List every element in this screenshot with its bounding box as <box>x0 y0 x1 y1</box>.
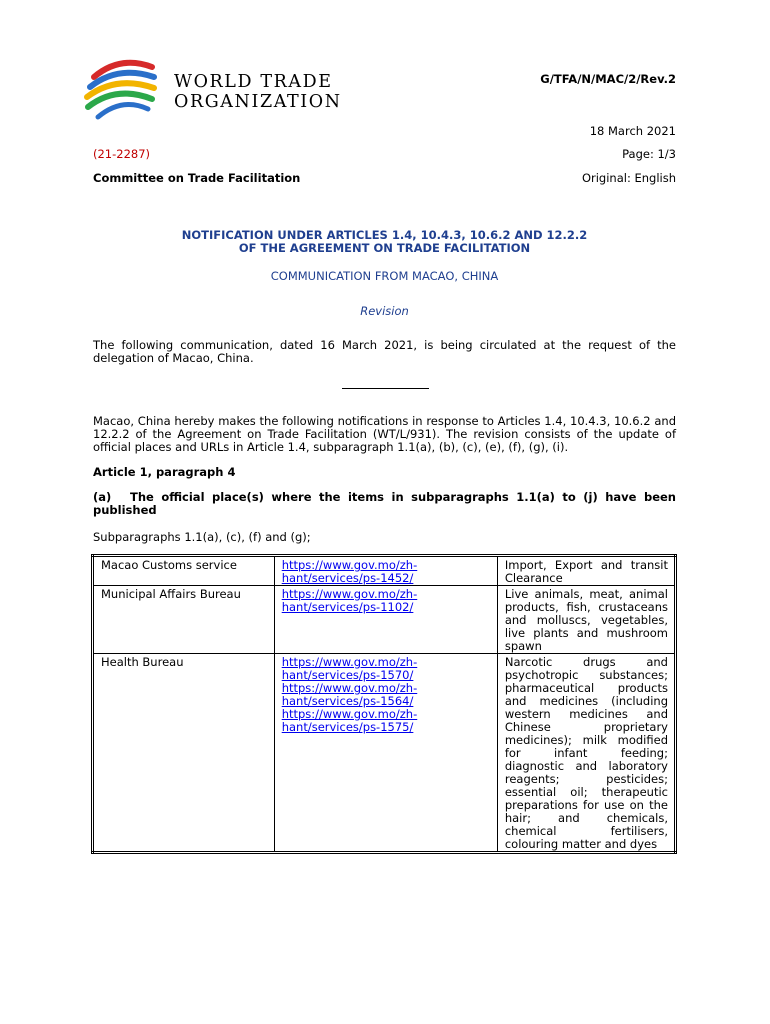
document-date: 18 March 2021 <box>589 124 676 138</box>
original-language: Original: English <box>581 171 676 185</box>
table-row <box>93 556 676 586</box>
wto-logo <box>82 57 342 127</box>
communication-heading: COMMUNICATION FROM MACAO, CHINA <box>270 269 499 283</box>
service-link[interactable]: https://www.gov.mo/zh- hant/services/ps-1570/ <box>281 655 418 682</box>
job-number: (21-2287) <box>93 147 151 161</box>
subparagraph-text: The official place(s) where the items in subparagraphs 1.1(a) to (j) have been published <box>93 490 676 517</box>
separator-rule <box>342 388 429 389</box>
revision-label: Revision <box>360 304 409 318</box>
service-link[interactable]: https://www.gov.mo/zh- hant/services/ps-1564/ <box>281 681 418 708</box>
wto-emblem-icon <box>82 57 162 127</box>
items-cell: Import, Export and transit Clearance <box>497 556 675 586</box>
page-number: Page: 1/3 <box>622 147 676 161</box>
agency-cell: Macao Customs service <box>93 556 275 586</box>
service-link[interactable]: https://www.gov.mo/zh- hant/services/ps-1102/ <box>281 587 418 614</box>
publication-table <box>91 554 677 854</box>
service-link[interactable]: https://www.gov.mo/zh- hant/services/ps-1575/ <box>281 707 418 734</box>
items-cell: Narcotic drugs and psychotropic substances; pharmaceutical products and medicines (including western medicines and Chinese proprietary medicines); milk modified for infant feeding; diagnostic and laboratory reagents; pesticides; essential oil; therapeutic preparations for use on the hair; and chemicals, chemical fertilisers, colouring matter and dyes <box>497 654 675 853</box>
body-paragraph: Macao, China hereby makes the following notifications in response to Articles 1.4, 10.4.3, 10.6.2 and 12.2.2 of the Agreement on Trade Facilitation (WT/L/931). The revision consists of the update of official places and URLs in Article 1.4, subparagraph 1.1(a), (b), (c), (e), (f), (g), (i). <box>93 414 676 454</box>
table-row <box>93 654 676 853</box>
url-cell <box>274 654 497 853</box>
subparagraphs-line: Subparagraphs 1.1(a), (c), (f) and (g); <box>93 530 311 544</box>
agency-cell: Municipal Affairs Bureau <box>93 586 275 654</box>
agency-cell: Health Bureau <box>93 654 275 853</box>
intro-paragraph: The following communication, dated 16 March 2021, is being circulated at the request of the delegation of Macao, China. <box>93 338 676 365</box>
document-symbol: G/TFA/N/MAC/2/Rev.2 <box>540 72 676 86</box>
committee-name: Committee on Trade Facilitation <box>93 171 301 185</box>
document-title <box>93 229 676 255</box>
subparagraph-a-heading <box>93 491 676 517</box>
article-heading: Article 1, paragraph 4 <box>93 465 236 479</box>
org-name-line1: WORLD TRADE <box>174 72 333 92</box>
table-row <box>93 586 676 654</box>
org-name-line2: ORGANIZATION <box>174 92 342 112</box>
title-line2: OF THE AGREEMENT ON TRADE FACILITATION <box>238 241 531 255</box>
items-cell: Live animals, meat, animal products, fish, crustaceans and molluscs, vegetables, live plants and mushroom spawn <box>497 586 675 654</box>
url-cell <box>274 556 497 586</box>
title-line1: NOTIFICATION UNDER ARTICLES 1.4, 10.4.3, 10.6.2 AND 12.2.2 <box>181 228 588 242</box>
subparagraph-label: (a) <box>93 490 112 504</box>
service-link[interactable]: https://www.gov.mo/zh- hant/services/ps-1452/ <box>281 558 418 585</box>
url-cell <box>274 586 497 654</box>
